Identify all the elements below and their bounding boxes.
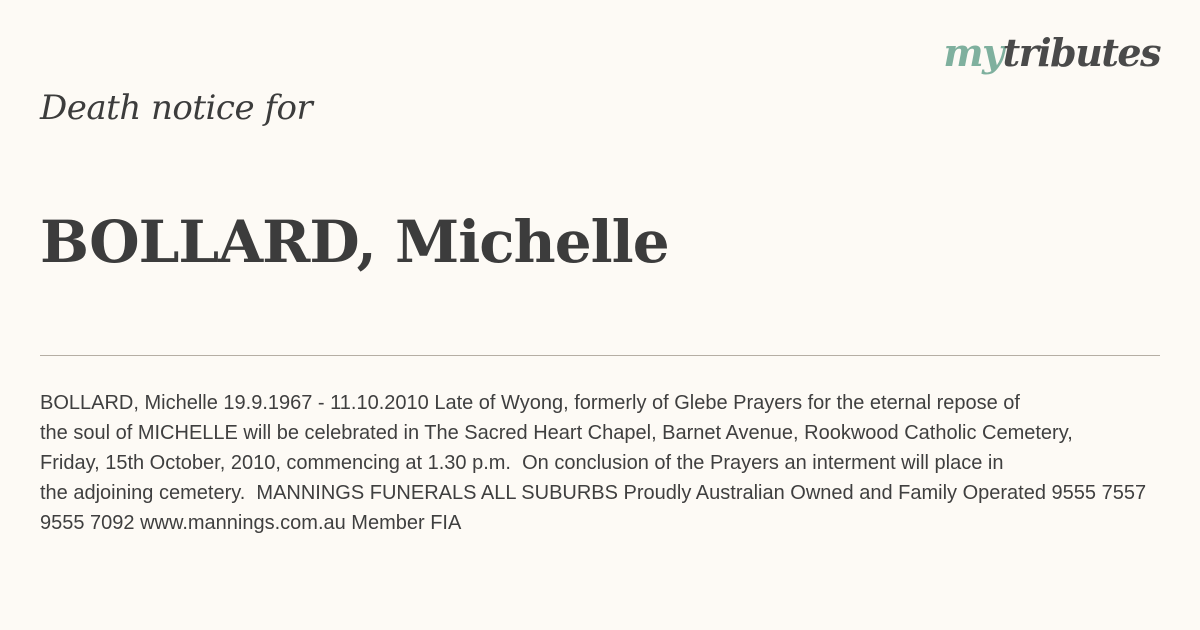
notice-text: [40, 388, 1200, 538]
notice-line: Friday, 15th October, 2010, commencing at 1.30 p.m. On conclusion of the Prayers an interment will place in: [40, 452, 1004, 474]
notice-line: 9555 7092 www.mannings.com.au Member FIA: [40, 512, 462, 534]
deceased-name: BOLLARD, Michelle: [40, 208, 669, 276]
notice-line: BOLLARD, Michelle 19.9.1967 - 11.10.2010 Late of Wyong, formerly of Glebe Prayers for the eternal repose of: [40, 392, 1020, 414]
mytributes-logo[interactable]: [943, 30, 1160, 75]
logo-tributes-text: tributes: [1002, 30, 1160, 75]
death-notice-heading: Death notice for: [40, 88, 313, 128]
logo-my-text: my: [943, 30, 1003, 75]
notice-line: the soul of MICHELLE will be celebrated in The Sacred Heart Chapel, Barnet Avenue, Rookwood Catholic Cemetery,: [40, 422, 1073, 444]
notice-line: the adjoining cemetery. MANNINGS FUNERALS ALL SUBURBS Proudly Australian Owned and Family Operated 9555 7557: [40, 482, 1147, 504]
divider: [40, 355, 1160, 356]
